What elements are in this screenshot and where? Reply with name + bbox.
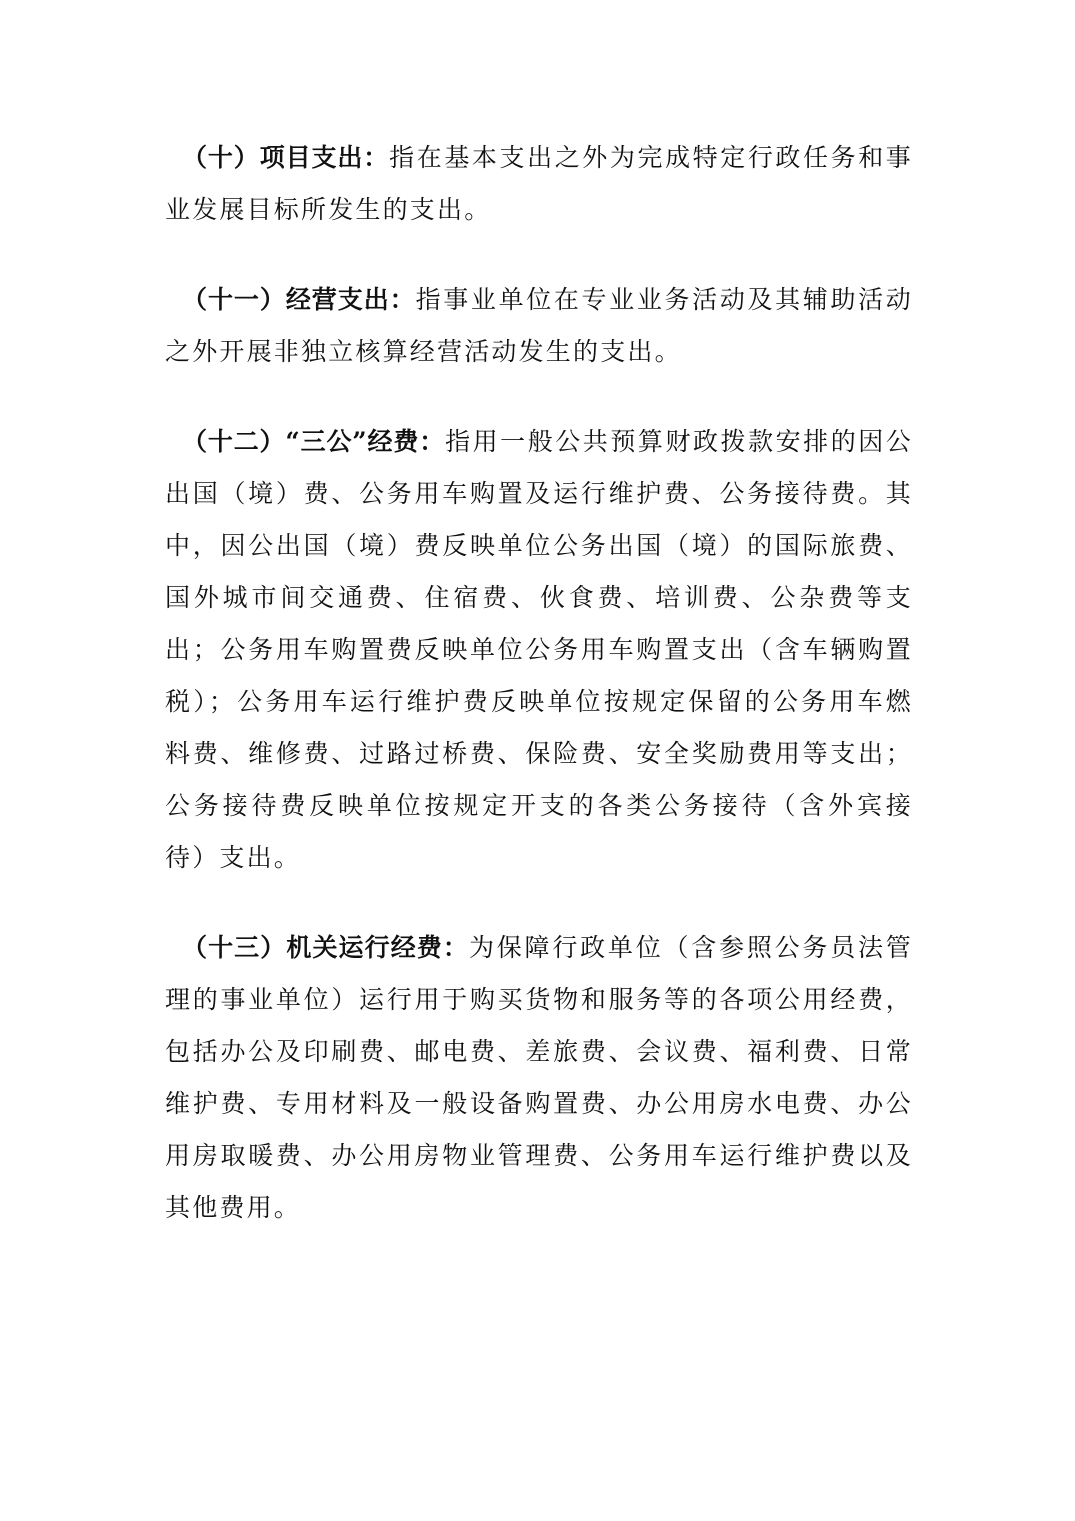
paragraph-text: 指事业单位在专业业务活动及其辅助活动之外开展非独立核算经营活动发生的支出。 — [165, 285, 913, 366]
paragraph-text: 指用一般公共预算财政拨款安排的因公出国（境）费、公务用车购置及运行维护费、公务接待费。其中，因公出国（境）费反映单位公务出国（境）的国际旅费、国外城市间交通费、住宿费、伙食费、培训费、公杂费等支出；公务用车购置费反映单位公务用车购置支出（含车辆购置税）；公务用车运行维护费反映单位按规定保留的公务用车燃料费、维修费、过路过桥费、保险费、安全奖励费用等支出；公务接待费反映单位按规定开支的各类公务接待（含外宾接待）支出。 — [165, 427, 913, 872]
paragraph-text: 指在基本支出之外为完成特定行政任务和事业发展目标所发生的支出。 — [165, 143, 913, 224]
paragraph-number: （十一） — [182, 285, 286, 314]
paragraph-number: （十） — [182, 143, 260, 172]
paragraph-number: （十三） — [182, 933, 287, 962]
paragraph-term: “三公”经费： — [285, 427, 446, 456]
paragraph-term: 项目支出： — [259, 143, 390, 172]
paragraph-text: 为保障行政单位（含参照公务员法管理的事业单位）运行用于购买货物和服务等的各项公用经费，包括办公及印刷费、邮电费、差旅费、会议费、福利费、日常维护费、专用材料及一般设备购置费、办公用房水电费、办公用房取暖费、办公用房物业管理费、公务用车运行维护费以及其他费用。 — [165, 933, 913, 1222]
paragraph-project-expenditure — [165, 132, 913, 236]
paragraph-three-public-expenses — [165, 416, 913, 884]
paragraph-term: 机关运行经费： — [286, 933, 469, 962]
paragraph-operating-expenditure — [165, 274, 913, 378]
document-page — [165, 132, 913, 1272]
paragraph-number: （十二） — [182, 427, 286, 456]
paragraph-term: 经营支出： — [285, 285, 416, 314]
paragraph-agency-operating-expenses — [165, 922, 913, 1234]
